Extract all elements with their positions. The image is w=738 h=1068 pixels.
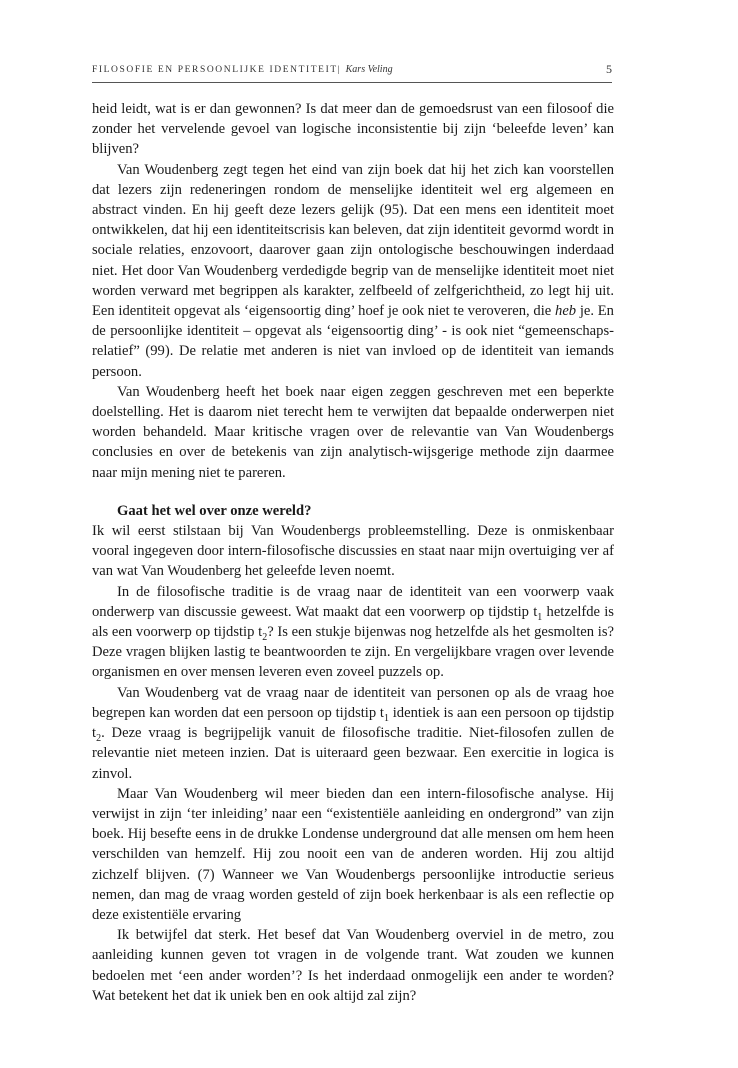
paragraph-2-text-b: je. En de persoonlijke identiteit – opgevat als ‘eigensoortig ding’ - is ook niet “gemeenschaps-relatief” (99). De relatie met anderen is niet van invloed op de identiteit van iemands persoon. <box>92 303 614 380</box>
paragraph-3: Van Woudenberg heeft het boek naar eigen zeggen geschreven met een beperkte doelstelling. Het is daarom niet terecht hem te verwijten dat bepaalde onderwerpen niet worden behandeld. Maar kritische vragen over de relevantie van Van Woudenbergs conclusies en over de betekenis van zijn analytisch-wijsgerige methode zijn daarmee naar mijn mening niet te pareren. <box>92 383 614 481</box>
paragraph-8: Ik betwijfel dat sterk. Het besef dat Van Woudenberg overviel in de metro, zou aanleiding kunnen geven tot vragen in de volgende trant. Wat zouden we kunnen bedoelen met ‘een ander worden’? Is het inderdaad onmogelijk een ander te worden? Wat betekent het dat ik uniek ben en ook altijd zal zijn? <box>92 927 614 1004</box>
paragraph-6-text-b: identiek is aan een persoon op tijdstip t <box>92 704 614 742</box>
paragraph-6-text-a: Van Woudenberg vat de vraag naar de identiteit van personen op als de vraag hoe begrepen kan worden dat een persoon op tijdstip t <box>92 684 614 721</box>
paragraph-5-text-c: ? Is een stukje bijenwas nog hetzelfde als het gesmolten is? Deze vragen blijken lastig te beantwoorden te zijn. En vergelijkbare vragen over levende organismen en over mensen leveren even zoveel puzzels op. <box>92 624 614 681</box>
paragraph-7: Maar Van Woudenberg wil meer bieden dan een intern-filosofische analyse. Hij verwijst in zijn ‘ter inleiding’ naar een “existentiële aanleiding en ondergrond” van zijn boek. Hij besefte eens in de drukke Londense underground dat alle mensen om hem heen verschilden van hemzelf. Hij zou nooit een van de anderen worden. Hij zou altijd zichzelf blijven. (7) Wanneer we Van Woudenbergs persoonlijke introductie serieus nemen, dan mag de vraag worden gesteld of zijn boek herkenbaar is als een reflectie op deze existentiële ervaring <box>92 785 614 923</box>
paragraph-2 <box>92 160 614 382</box>
page-number: 5 <box>606 62 612 76</box>
subscript-2: 2 <box>262 631 268 643</box>
running-title <box>92 64 393 75</box>
section-heading: Gaat het wel over onze wereld? <box>117 502 312 519</box>
paragraph-6-text-c: . Deze vraag is begrijpelijk vanuit de filosofische traditie. Niet-filosofen zullen de relevantie niet meteen inzien. Dat is uiteraard geen bezwaar. Een exercitie in logica is zinvol. <box>92 725 614 782</box>
subscript-1: 1 <box>537 611 543 623</box>
header-rule <box>92 82 612 83</box>
paragraph-6 <box>92 683 614 784</box>
emphasis-heb: heb <box>555 303 577 320</box>
paragraph-2-text-a: Van Woudenberg zegt tegen het eind van zijn boek dat hij het zich kan voorstellen dat lezers zijn redeneringen rondom de menselijke identiteit wel erg algemeen en abstract vinden. En hij geeft deze lezers gelijk (95). Dat een mens een identiteit moet ontwikkelen, dat hij een identiteitscrisis kan beleven, dat zijn identiteit gevormd wordt in sociale relaties, enzovoort, daarover gaan zijn ontologische beschouwingen inderdaad niet. Het door Van Woudenberg verdedigde begrip van de menselijke identiteit moet niet worden verward met begrippen als karakter, zelfbeeld of zelfgerichtheid, zo legt hij uit. Een identiteit opgevat als ‘eigensoortig ding’ hoef je ook niet te veroveren, die <box>92 161 614 320</box>
author-name: Kars Veling <box>345 64 393 75</box>
paragraph-5 <box>92 582 614 683</box>
paragraph-5-text-a: In de filosofische traditie is de vraag naar de identiteit van een voorwerp vaak onderwerp van discussie geweest. Wat maakt dat een voorwerp op tijdstip t <box>92 583 614 620</box>
running-header <box>92 62 612 80</box>
paragraph-5-text-b: hetzelfde is als een voorwerp op tijdstip t <box>92 603 614 641</box>
journal-title: FILOSOFIE EN PERSOONLIJKE IDENTITEIT <box>92 65 338 75</box>
paragraph-4: Ik wil eerst stilstaan bij Van Woudenbergs probleemstelling. Deze is onmiskenbaar vooral ingegeven door intern-filosofische discussies en staat naar mijn overtuiging ver af van wat Van Woudenberg het geleefde leven noemt. <box>92 523 614 580</box>
title-separator: | <box>337 65 340 75</box>
paragraph-1: heid leidt, wat is er dan gewonnen? Is dat meer dan de gemoedsrust van een filosoof die zonder het vervelende gevoel van logische inconsistentie bij zijn ‘beleefde leven’ kan blijven? <box>92 101 614 158</box>
subscript-2: 2 <box>96 733 102 744</box>
subscript-1: 1 <box>383 712 389 724</box>
article-body <box>92 99 614 1006</box>
